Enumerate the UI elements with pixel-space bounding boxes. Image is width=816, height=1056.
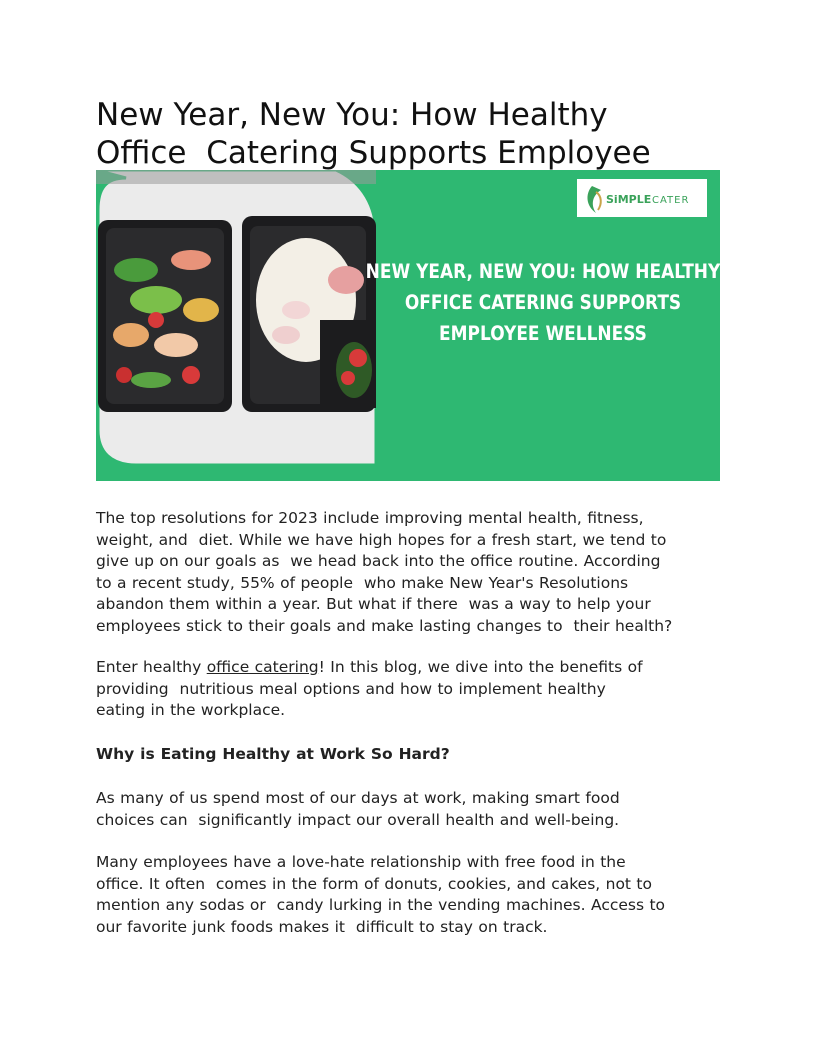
paragraph-intro-text-start: Enter healthy: [96, 658, 207, 676]
logo-text-simple: SiMPLE: [606, 193, 652, 206]
paragraph-smart-food: As many of us spend most of our days at work, making smart food choices can significantly impact our overall health and well-being.: [96, 789, 620, 829]
simplecater-logo: [577, 179, 707, 217]
paragraph-free-food: Many employees have a love-hate relationship with free food in the office. It often comes in the form of donuts, cookies, and cakes, not to mention any sodas or candy lurking in the vending machines. Access to our favorite junk foods makes it difficult to stay on track.: [96, 853, 666, 936]
food-tray-left-icon: [98, 220, 232, 412]
article-title: New Year, New You: How Healthy Office Catering Supports Employee: [96, 97, 651, 170]
paragraph-intro-text-end: ! In this blog, we dive into the benefits of providing nutritious meal options and how to implement healthy eating in the workplace.: [96, 658, 643, 719]
food-tray-right-icon: [242, 216, 376, 412]
logo-text-cater: CATER: [652, 195, 690, 206]
banner-headline-line-2: OFFICE CATERING SUPPORTS: [404, 291, 682, 315]
paragraph-resolutions: The top resolutions for 2023 include improving mental health, fitness, weight, and diet. While we have high hopes for a fresh start, we tend to give up on our goals as we head back into the office routine. According to a recent study, 55% of people who make New Year's Resolutions abandon them within a year. But what if there was a way to help your employees stick to their goals and make lasting changes to their health?: [96, 509, 673, 635]
paragraph-intro-catering: [96, 657, 720, 722]
office-catering-link[interactable]: office catering: [206, 658, 319, 676]
article-banner-image: [96, 170, 720, 481]
banner-headline-line-1: NEW YEAR, NEW YOU: HOW HEALTHY: [365, 260, 720, 284]
section-heading: Why is Eating Healthy at Work So Hard?: [96, 745, 450, 763]
banner-headline-line-3: EMPLOYEE WELLNESS: [439, 322, 647, 346]
